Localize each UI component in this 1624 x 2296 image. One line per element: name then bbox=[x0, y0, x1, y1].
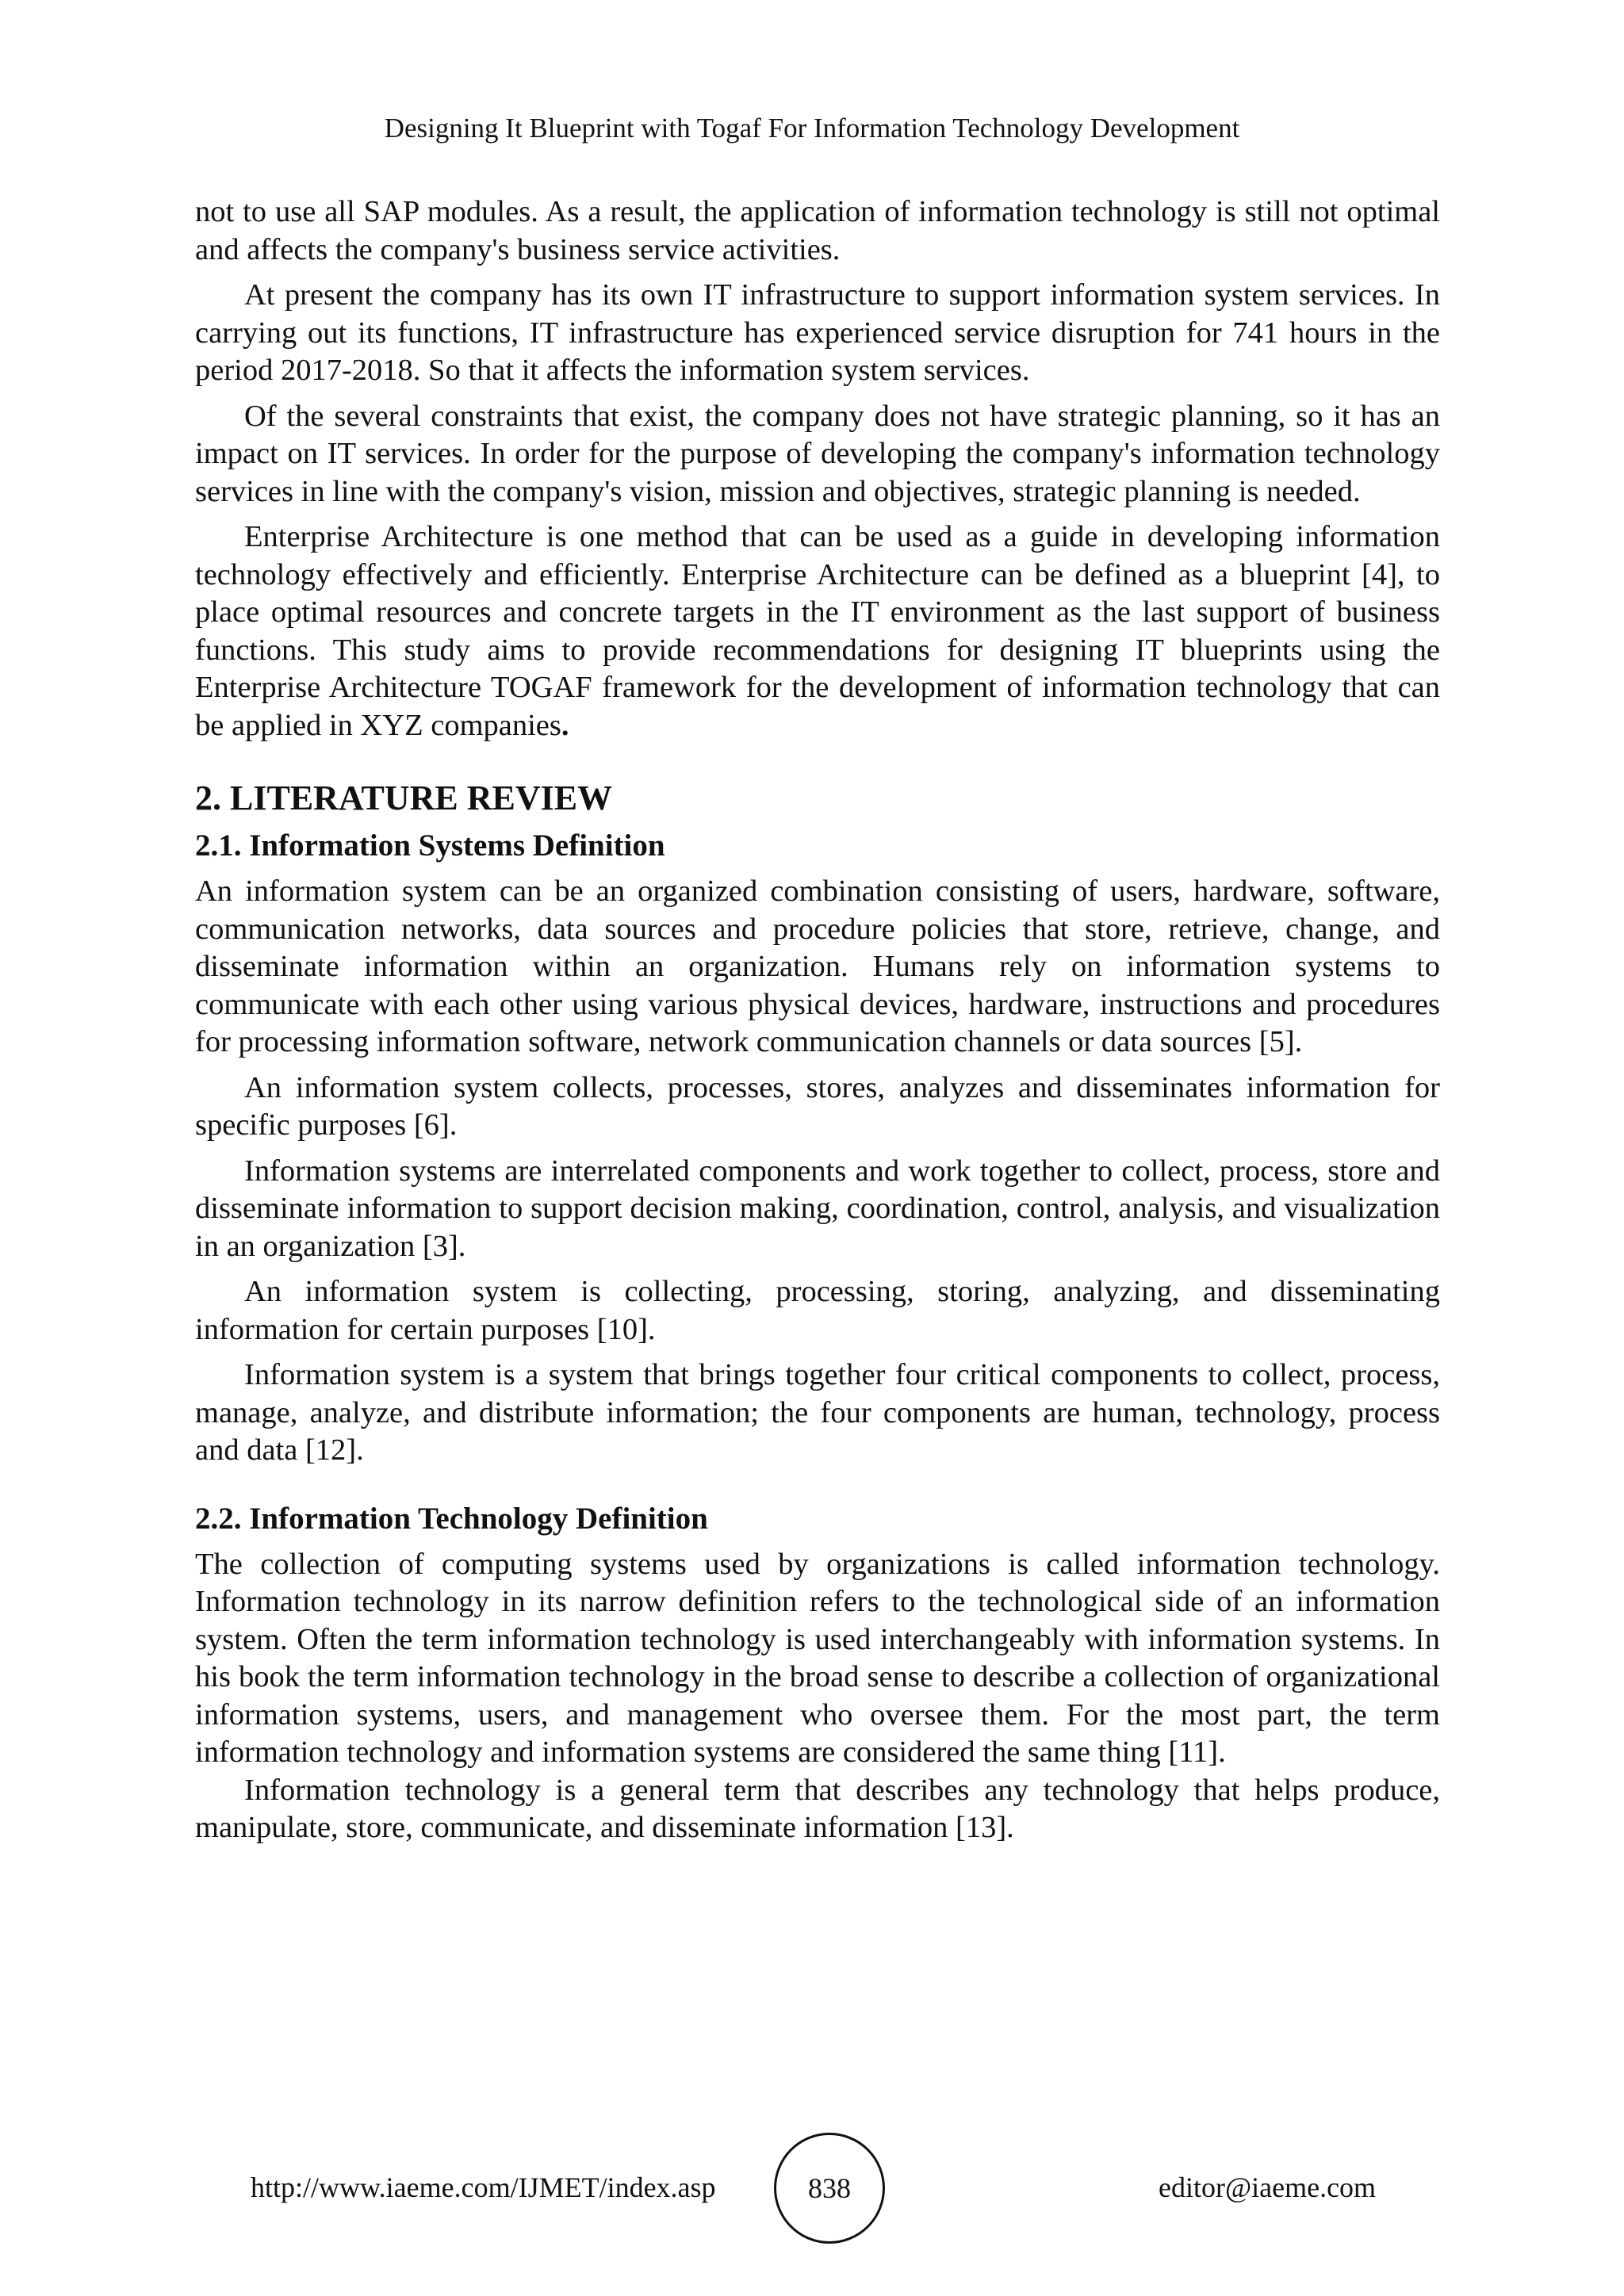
page-footer bbox=[0, 2133, 1624, 2252]
section-2-2-paragraph-2: Information technology is a general term that describes any technology that helps produce, manipulate, store, communicate, and disseminate information [13]. bbox=[195, 1773, 1440, 1844]
section-2-1-paragraph-3: Information systems are interrelated components and work together to collect, process, store and disseminate information to support decision making, coordination, control, analysis, and visualization in an organization [3]. bbox=[195, 1154, 1440, 1263]
intro-paragraph-3: Of the several constraints that exist, the company does not have strategic planning, so it has an impact on IT services. In order for the purpose of developing the company's information technology services in line with the company's vision, mission and objectives, strategic planning is needed. bbox=[195, 399, 1440, 508]
intro-paragraph-1: not to use all SAP modules. As a result, the application of information technology is still not optimal and affects the company's business service activities. bbox=[195, 195, 1440, 266]
section-2-1-paragraph-5: Information system is a system that brings together four critical components to collect, process, manage, analyze, and distribute information; the four components are human, technology, process and data [12]. bbox=[195, 1358, 1440, 1467]
section-2-1-paragraph-2: An information system collects, processes, stores, analyzes and disseminates information for specific purposes [6]. bbox=[195, 1070, 1440, 1142]
running-header: Designing It Blueprint with Togaf For Information Technology Development bbox=[384, 113, 1240, 144]
intro-paragraph-4-period: . bbox=[561, 708, 569, 742]
section-heading-literature-review: 2. LITERATURE REVIEW bbox=[195, 779, 613, 817]
intro-paragraph-4 bbox=[195, 519, 1440, 744]
page-number: 838 bbox=[808, 2172, 851, 2204]
intro-paragraph-4-text: Enterprise Architecture is one method that can be used as a guide in developing information technology effectively and efficiently. Enterprise Architecture can be defined as a blueprint [4], to place optimal resources and concrete targets in the IT environment as the last support of business functions. This study aims to provide recommendations for designing IT blueprints using the Enterprise Architecture TOGAF framework for the development of information technology that can be applied in XYZ companies bbox=[195, 520, 1440, 742]
intro-paragraph-2: At present the company has its own IT infrastructure to support information system services. In carrying out its functions, IT infrastructure has experienced service disruption for 741 hours in the period 2017-2018. So that it affects the information system services. bbox=[195, 278, 1440, 387]
footer-email-link[interactable]: editor@iaeme.com bbox=[1159, 2172, 1377, 2203]
subsection-heading-2-1: 2.1. Information Systems Definition bbox=[195, 828, 665, 863]
page-number-circle bbox=[774, 2133, 885, 2244]
section-2-1-paragraph-4: An information system is collecting, processing, storing, analyzing, and disseminating information for certain purposes [10]. bbox=[195, 1275, 1440, 1346]
subsection-heading-2-2: 2.2. Information Technology Definition bbox=[195, 1501, 708, 1536]
section-2-2-paragraph-1: The collection of computing systems used by organizations is called information technology. Information technology in its narrow definition refers to the technological side of an information system. Often the term information technology is used interchangeably with information systems. In his book the term information technology in the broad sense to describe a collection of organizational information systems, users, and management who oversee them. For the most part, the term information technology and information systems are considered the same thing [11]. bbox=[195, 1547, 1440, 1769]
page-body bbox=[195, 193, 1440, 1847]
section-2-1-paragraph-1: An information system can be an organized combination consisting of users, hardware, software, communication networks, data sources and procedure policies that store, retrieve, change, and disseminate information within an organization. Humans rely on information systems to communicate with each other using various physical devices, hardware, instructions and procedures for processing information software, network communication channels or data sources [5]. bbox=[195, 874, 1440, 1058]
footer-url-link[interactable]: http://www.iaeme.com/IJMET/index.asp bbox=[251, 2172, 716, 2203]
